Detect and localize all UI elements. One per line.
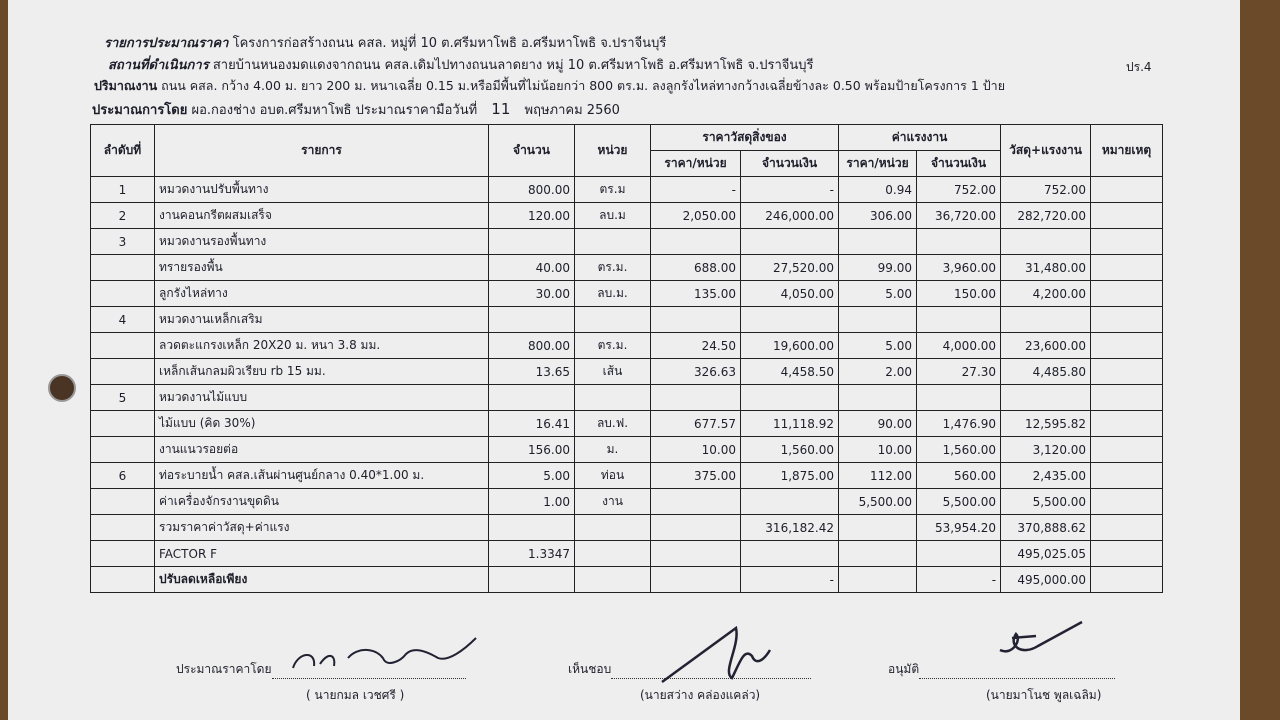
approver-name: (นายสว่าง คล่องแคล่ว) [640, 688, 761, 702]
row-labor-price [839, 567, 917, 593]
row-item: ลวดตะแกรงเหล็ก 20X20 ม. หนา 3.8 มม. [155, 333, 489, 359]
header-line-project [104, 32, 666, 53]
row-unit: ตร.ม. [575, 333, 651, 359]
row-material-price: 688.00 [651, 255, 741, 281]
row-order: 4 [91, 307, 155, 333]
row-item: เหล็กเส้นกลมผิวเรียบ rb 15 มม. [155, 359, 489, 385]
row-item: หมวดงานปรับพื้นทาง [155, 177, 489, 203]
table-row [91, 437, 1163, 463]
row-qty: 800.00 [489, 333, 575, 359]
row-unit [575, 541, 651, 567]
row-order [91, 255, 155, 281]
col-remark: หมายเหตุ [1091, 125, 1163, 177]
row-item: งานแนวรอยต่อ [155, 437, 489, 463]
row-material-amount [741, 307, 839, 333]
row-labor-amount: 752.00 [917, 177, 1001, 203]
row-total: 5,500.00 [1001, 489, 1091, 515]
approver-label: เห็นชอบ [568, 662, 612, 676]
binder-hole [48, 374, 76, 402]
row-remark [1091, 515, 1163, 541]
header-line-estimator [92, 99, 620, 120]
row-total [1001, 229, 1091, 255]
row-labor-price: 5,500.00 [839, 489, 917, 515]
row-material-price: 2,050.00 [651, 203, 741, 229]
row-material-amount: 27,520.00 [741, 255, 839, 281]
row-remark [1091, 203, 1163, 229]
table-row [91, 333, 1163, 359]
approver-signature [648, 616, 788, 686]
row-labor-price [839, 385, 917, 411]
row-labor-price: 0.94 [839, 177, 917, 203]
row-order: 6 [91, 463, 155, 489]
row-unit: ตร.ม. [575, 255, 651, 281]
row-labor-amount [917, 541, 1001, 567]
header-label-project: รายการประมาณราคา [104, 36, 229, 51]
row-material-amount: 11,118.92 [741, 411, 839, 437]
table-row [91, 203, 1163, 229]
row-order [91, 411, 155, 437]
row-item: ปรับลดเหลือเพียง [155, 567, 489, 593]
row-labor-price [839, 541, 917, 567]
date-day: 11 [491, 100, 511, 118]
row-material-price: 326.63 [651, 359, 741, 385]
table-row [91, 385, 1163, 411]
row-remark [1091, 463, 1163, 489]
row-qty: 40.00 [489, 255, 575, 281]
row-unit: งาน [575, 489, 651, 515]
col-material-labor: วัสดุ+แรงงาน [1001, 125, 1091, 177]
row-item: ค่าเครื่องจักรงานขุดดิน [155, 489, 489, 515]
row-total: 370,888.62 [1001, 515, 1091, 541]
row-item: หมวดงานไม้แบบ [155, 385, 489, 411]
row-order [91, 281, 155, 307]
row-order: 3 [91, 229, 155, 255]
row-material-price [651, 567, 741, 593]
table-row [91, 411, 1163, 437]
row-total: 282,720.00 [1001, 203, 1091, 229]
estimate-table [90, 124, 1163, 593]
row-material-price: 135.00 [651, 281, 741, 307]
row-item: งานคอนกรีตผสมเสร็จ [155, 203, 489, 229]
row-remark [1091, 411, 1163, 437]
row-item: ไม้แบบ (คิด 30%) [155, 411, 489, 437]
row-order: 1 [91, 177, 155, 203]
row-unit [575, 515, 651, 541]
row-material-price: 10.00 [651, 437, 741, 463]
row-labor-amount: 4,000.00 [917, 333, 1001, 359]
row-remark [1091, 255, 1163, 281]
row-material-amount: 4,050.00 [741, 281, 839, 307]
row-labor-price: 90.00 [839, 411, 917, 437]
row-total: 752.00 [1001, 177, 1091, 203]
estimator-name: ( นายกมล เวชศรี ) [306, 688, 405, 702]
form-code: ปร.4 [1126, 60, 1152, 74]
row-labor-amount: 3,960.00 [917, 255, 1001, 281]
row-order: 2 [91, 203, 155, 229]
row-unit [575, 307, 651, 333]
row-material-price: 677.57 [651, 411, 741, 437]
row-item: หมวดงานเหล็กเสริม [155, 307, 489, 333]
col-qty: จำนวน [489, 125, 575, 177]
col-item: รายการ [155, 125, 489, 177]
header-label-location: สถานที่ดำเนินการ [108, 58, 209, 73]
row-material-amount: 316,182.42 [741, 515, 839, 541]
table-row [91, 177, 1163, 203]
table-row [91, 515, 1163, 541]
table-row [91, 567, 1163, 593]
row-labor-price: 2.00 [839, 359, 917, 385]
row-labor-amount [917, 385, 1001, 411]
col-material-amount: จำนวนเงิน [741, 151, 839, 177]
row-qty [489, 307, 575, 333]
row-material-price [651, 229, 741, 255]
row-material-amount: - [741, 567, 839, 593]
row-qty: 1.00 [489, 489, 575, 515]
row-remark [1091, 489, 1163, 515]
table-row [91, 463, 1163, 489]
row-remark [1091, 541, 1163, 567]
col-unit: หน่วย [575, 125, 651, 177]
row-labor-amount: 53,954.20 [917, 515, 1001, 541]
row-order [91, 567, 155, 593]
row-labor-price [839, 229, 917, 255]
row-item: ลูกรังไหล่ทาง [155, 281, 489, 307]
row-material-amount: 4,458.50 [741, 359, 839, 385]
row-labor-amount: 150.00 [917, 281, 1001, 307]
header-text-quantity: ถนน คสล. กว้าง 4.00 ม. ยาว 200 ม. หนาเฉลี่ย 0.15 ม.หรือมีพื้นที่ไม่น้อยกว่า 800 ตร.ม. ลงลูกรังไหล่ทางกว้างเฉลี่ยข้างละ 0.50 พร้อมป้ายโครงการ 1 ป้าย [161, 78, 1006, 93]
header-text-location: สายบ้านหนองมดแดงจากถนน คสล.เดิมไปทางถนนลาดยาง หมู่ 10 ต.ศรีมหาโพธิ อ.ศรีมหาโพธิ จ.ปราจีนบุรี [212, 58, 814, 73]
row-labor-amount: 1,560.00 [917, 437, 1001, 463]
row-material-price [651, 515, 741, 541]
row-order [91, 541, 155, 567]
row-qty [489, 515, 575, 541]
row-order [91, 489, 155, 515]
row-unit [575, 385, 651, 411]
row-total: 23,600.00 [1001, 333, 1091, 359]
row-qty: 1.3347 [489, 541, 575, 567]
document-page [8, 0, 1240, 720]
row-material-amount: 19,600.00 [741, 333, 839, 359]
row-material-amount [741, 489, 839, 515]
row-item: ท่อระบายน้ำ คสล.เส้นผ่านศูนย์กลาง 0.40*1.00 ม. [155, 463, 489, 489]
row-total: 3,120.00 [1001, 437, 1091, 463]
row-total [1001, 307, 1091, 333]
row-labor-amount: 560.00 [917, 463, 1001, 489]
row-material-amount: - [741, 177, 839, 203]
table-row [91, 359, 1163, 385]
row-unit: ท่อน [575, 463, 651, 489]
header-line-quantity [94, 76, 1005, 96]
col-material-price: ราคา/หน่วย [651, 151, 741, 177]
table-row [91, 229, 1163, 255]
col-order: ลำดับที่ [91, 125, 155, 177]
row-material-price [651, 541, 741, 567]
row-total: 495,025.05 [1001, 541, 1091, 567]
table-row [91, 281, 1163, 307]
row-item: FACTOR F [155, 541, 489, 567]
row-remark [1091, 177, 1163, 203]
row-qty: 800.00 [489, 177, 575, 203]
row-order [91, 515, 155, 541]
row-material-price [651, 489, 741, 515]
table-row [91, 307, 1163, 333]
row-labor-amount: - [917, 567, 1001, 593]
row-unit [575, 567, 651, 593]
header-text-estimator: ผอ.กองช่าง อบต.ศรีมหาโพธิ ประมาณราคามือวันที่ [191, 103, 478, 118]
header-label-quantity: ปริมาณงาน [94, 78, 158, 93]
row-total: 31,480.00 [1001, 255, 1091, 281]
col-labor-price: ราคา/หน่วย [839, 151, 917, 177]
row-total: 2,435.00 [1001, 463, 1091, 489]
row-order [91, 359, 155, 385]
row-remark [1091, 437, 1163, 463]
row-material-amount: 246,000.00 [741, 203, 839, 229]
row-unit: เส้น [575, 359, 651, 385]
row-remark [1091, 359, 1163, 385]
row-remark [1091, 281, 1163, 307]
row-material-amount: 1,875.00 [741, 463, 839, 489]
table-row [91, 489, 1163, 515]
row-material-amount: 1,560.00 [741, 437, 839, 463]
col-material-group: ราคาวัสดุสิ่งของ [651, 125, 839, 151]
col-labor-group: ค่าแรงงาน [839, 125, 1001, 151]
header-label-estimator: ประมาณการโดย [92, 103, 188, 118]
row-total: 4,485.80 [1001, 359, 1091, 385]
header-line-location [108, 54, 813, 75]
row-unit: ตร.ม [575, 177, 651, 203]
table-row [91, 255, 1163, 281]
row-labor-amount: 27.30 [917, 359, 1001, 385]
row-qty [489, 385, 575, 411]
row-material-price: 24.50 [651, 333, 741, 359]
row-order [91, 333, 155, 359]
authorizer-signature [992, 616, 1092, 666]
authorizer-label: อนุมัติ [888, 662, 920, 676]
row-material-price [651, 385, 741, 411]
estimator-signature [288, 632, 488, 676]
row-qty: 16.41 [489, 411, 575, 437]
row-total: 495,000.00 [1001, 567, 1091, 593]
row-labor-amount: 1,476.90 [917, 411, 1001, 437]
row-qty: 120.00 [489, 203, 575, 229]
row-remark [1091, 229, 1163, 255]
row-remark [1091, 567, 1163, 593]
row-item: ทรายรองพื้น [155, 255, 489, 281]
row-remark [1091, 385, 1163, 411]
header-text-project: โครงการก่อสร้างถนน คสล. หมู่ที่ 10 ต.ศรีมหาโพธิ อ.ศรีมหาโพธิ จ.ปราจีนบุรี [232, 36, 667, 51]
row-material-price: - [651, 177, 741, 203]
table-row [91, 541, 1163, 567]
row-labor-price [839, 515, 917, 541]
col-labor-amount: จำนวนเงิน [917, 151, 1001, 177]
row-total: 4,200.00 [1001, 281, 1091, 307]
authorizer-name: (นายมาโนช พูลเฉลิม) [986, 688, 1102, 702]
row-qty: 13.65 [489, 359, 575, 385]
row-unit: ลบ.ม. [575, 281, 651, 307]
estimator-label: ประมาณราคาโดย [176, 662, 272, 676]
row-labor-price: 5.00 [839, 281, 917, 307]
row-labor-amount [917, 229, 1001, 255]
date-month-year: พฤษภาคม 2560 [524, 103, 620, 118]
row-unit: ลบ.ม [575, 203, 651, 229]
row-labor-price: 10.00 [839, 437, 917, 463]
row-material-price [651, 307, 741, 333]
row-unit: ม. [575, 437, 651, 463]
row-qty: 30.00 [489, 281, 575, 307]
row-remark [1091, 333, 1163, 359]
row-unit [575, 229, 651, 255]
row-unit: ลบ.ฟ. [575, 411, 651, 437]
row-labor-price: 5.00 [839, 333, 917, 359]
row-labor-price: 99.00 [839, 255, 917, 281]
row-qty [489, 229, 575, 255]
row-material-price: 375.00 [651, 463, 741, 489]
row-qty: 5.00 [489, 463, 575, 489]
row-material-amount [741, 541, 839, 567]
row-labor-price [839, 307, 917, 333]
row-labor-amount [917, 307, 1001, 333]
row-order [91, 437, 155, 463]
row-material-amount [741, 229, 839, 255]
row-qty [489, 567, 575, 593]
row-labor-price: 112.00 [839, 463, 917, 489]
row-material-amount [741, 385, 839, 411]
row-labor-amount: 5,500.00 [917, 489, 1001, 515]
row-total: 12,595.82 [1001, 411, 1091, 437]
row-item: หมวดงานรองพื้นทาง [155, 229, 489, 255]
row-item: รวมราคาค่าวัสดุ+ค่าแรง [155, 515, 489, 541]
row-remark [1091, 307, 1163, 333]
row-order: 5 [91, 385, 155, 411]
row-total [1001, 385, 1091, 411]
row-labor-price: 306.00 [839, 203, 917, 229]
row-qty: 156.00 [489, 437, 575, 463]
row-labor-amount: 36,720.00 [917, 203, 1001, 229]
